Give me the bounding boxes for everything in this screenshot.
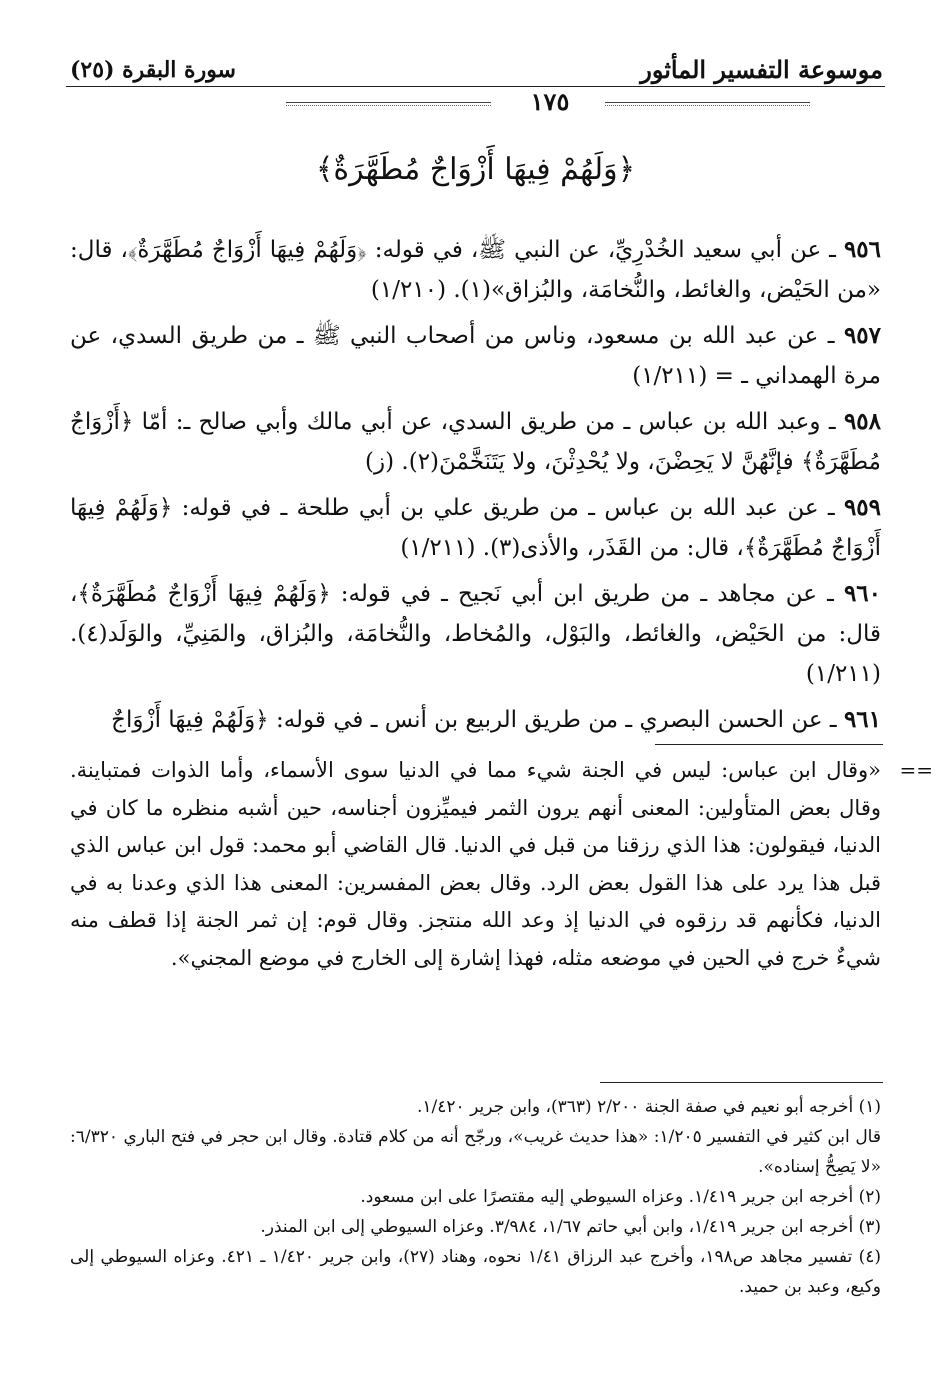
narration-960 bbox=[70, 574, 881, 694]
narration-text: ـ عن أبي سعيد الخُدْرِيِّ، عن النبي ﷺ، في قوله: ﴿وَلَهُمْ فِيهَا أَزْوَاجٌ مُطَهَّرَةٌ﴾، قال: «من الحَيْض، والغائط، والنُّخامَة، والبُزاق»(١). (١/٢١٠) bbox=[70, 237, 881, 303]
ornament-line-left bbox=[286, 102, 491, 103]
narration-number: ٩٥٦ bbox=[843, 236, 882, 263]
commentary-text: «وقال ابن عباس: ليس في الجنة شيء مما في الدنيا سوى الأسماء، وأما الذوات فمتباينة. وقال بعض المتأولين: المعنى أنهم يرون الثمر فيميِّزون أجناسه، حين أشبه منظره ما كان في الدنيا، فيقولون: هذا الذي رزقنا من قبل في الدنيا. قال القاضي أبو محمد: قول ابن عباس الذي قبل هذا يرد على هذا القول بعض الرد. وقال بعض المفسرين: المعنى هذا الذي وعدنا به في الدنيا، فكأنهم قد رزقوه في الدنيا إذ وعد الله منتجز. وقال قوم: إن ثمر الجنة إذا قطف منه شيءٌ خرج في الحين في موضعه مثله، فهذا إشارة إلى الخارج في موضع المجني». bbox=[70, 758, 881, 970]
footnote: (٤) تفسير مجاهد ص١٩٨، وأخرج عبد الرزاق ١/٤١ نحوه، وهناد (٢٧)، وابن جرير ١/٤٢٠ ـ ٤٢١. وعزاه السيوطي إلى وكيع، وعبد بن حميد. bbox=[70, 1247, 881, 1297]
narration-text: ـ عن عبد الله بن مسعود، وناس من أصحاب النبي ﷺ ـ من طريق السدي، عن مرة الهمداني ـ = (١/٢١١) bbox=[70, 323, 881, 389]
narration-number: ٩٦١ bbox=[843, 706, 881, 733]
footnote: (٣) أخرجه ابن جرير ١/٤١٩، وابن أبي حاتم ١/٦٧، ٣/٩٨٤. وعزاه السيوطي إلى ابن المنذر. bbox=[260, 1217, 881, 1237]
narrations-body bbox=[70, 230, 881, 746]
footnote: (١) أخرجه أبو نعيم في صفة الجنة ٢/٢٠٠ (٣٦٣)، وابن جرير ١/٤٢٠. bbox=[417, 1097, 881, 1117]
narration-956 bbox=[70, 230, 881, 310]
narration-number: ٩٥٩ bbox=[843, 494, 882, 521]
footnote: قال ابن كثير في التفسير ١/٢٠٥: «هذا حديث غريب»، ورجّح أنه من كلام قتادة. وقال ابن حجر في فتح الباري ٦/٣٢٠: «لا يَصِحُّ إسناده». bbox=[70, 1127, 881, 1177]
page-number-ornament bbox=[70, 84, 881, 124]
narration-959 bbox=[70, 488, 881, 568]
page-number: ١٧٥ bbox=[530, 87, 570, 116]
commentary-separator bbox=[655, 744, 883, 745]
narration-958 bbox=[70, 402, 881, 482]
footnote: (٢) أخرجه ابن جرير ١/٤١٩. وعزاه السيوطي إليه مقتصرًا على ابن مسعود. bbox=[360, 1187, 881, 1207]
narration-957 bbox=[70, 316, 881, 396]
narration-text: ـ عن مجاهد ـ من طريق ابن أبي نَجيح ـ في قوله: ﴿وَلَهُمْ فِيهَا أَزْوَاجٌ مُطَهَّرَةٌ﴾، قال: من الحَيْض، والغائط، والبَوْل، والمُخاط، والنُّخامَة، والبُزاق، والمَنِيِّ، والوَلَد(٤). (١/٢١١) bbox=[70, 581, 881, 687]
continuation-mark: == bbox=[899, 758, 933, 782]
narration-number: ٩٥٧ bbox=[843, 322, 882, 349]
narration-text: ـ وعبد الله بن عباس ـ من طريق السدي، عن أبي مالك وأبي صالح ـ: أمّا ﴿أَزْوَاجٌ مُطَهَّرَةٌ﴾ فإنَّهُنَّ لا يَحِضْنَ، ولا يُحْدِثْنَ، ولا يَتَنَخَّمْنَ(٢). (ز) bbox=[70, 409, 881, 475]
commentary-continuation bbox=[70, 752, 933, 977]
running-header-book-title: موسوعة التفسير المأثور bbox=[640, 55, 883, 84]
footnotes-separator bbox=[600, 1082, 883, 1083]
narration-text: ـ عن الحسن البصري ـ من طريق الربيع بن أنس ـ في قوله: ﴿وَلَهُمْ فِيهَا أَزْوَاجٌ bbox=[111, 707, 837, 733]
narration-text: ـ عن عبد الله بن عباس ـ من طريق علي بن أبي طلحة ـ في قوله: ﴿وَلَهُمْ فِيهَا أَزْوَاجٌ مُطَهَّرَةٌ﴾، قال: من القَذَر، والأذى(٣). (١/٢١١) bbox=[70, 495, 881, 561]
narration-961 bbox=[70, 700, 881, 740]
narration-number: ٩٦٠ bbox=[843, 580, 881, 607]
footnotes bbox=[70, 1092, 881, 1302]
verse-heading: ﴿وَلَهُمْ فِيهَا أَزْوَاجٌ مُطَهَّرَةٌ﴾ bbox=[315, 152, 636, 187]
running-header-surah: سورة البقرة (٢٥) bbox=[70, 57, 236, 83]
narration-number: ٩٥٨ bbox=[843, 408, 881, 435]
ornament-line-right bbox=[605, 102, 810, 103]
